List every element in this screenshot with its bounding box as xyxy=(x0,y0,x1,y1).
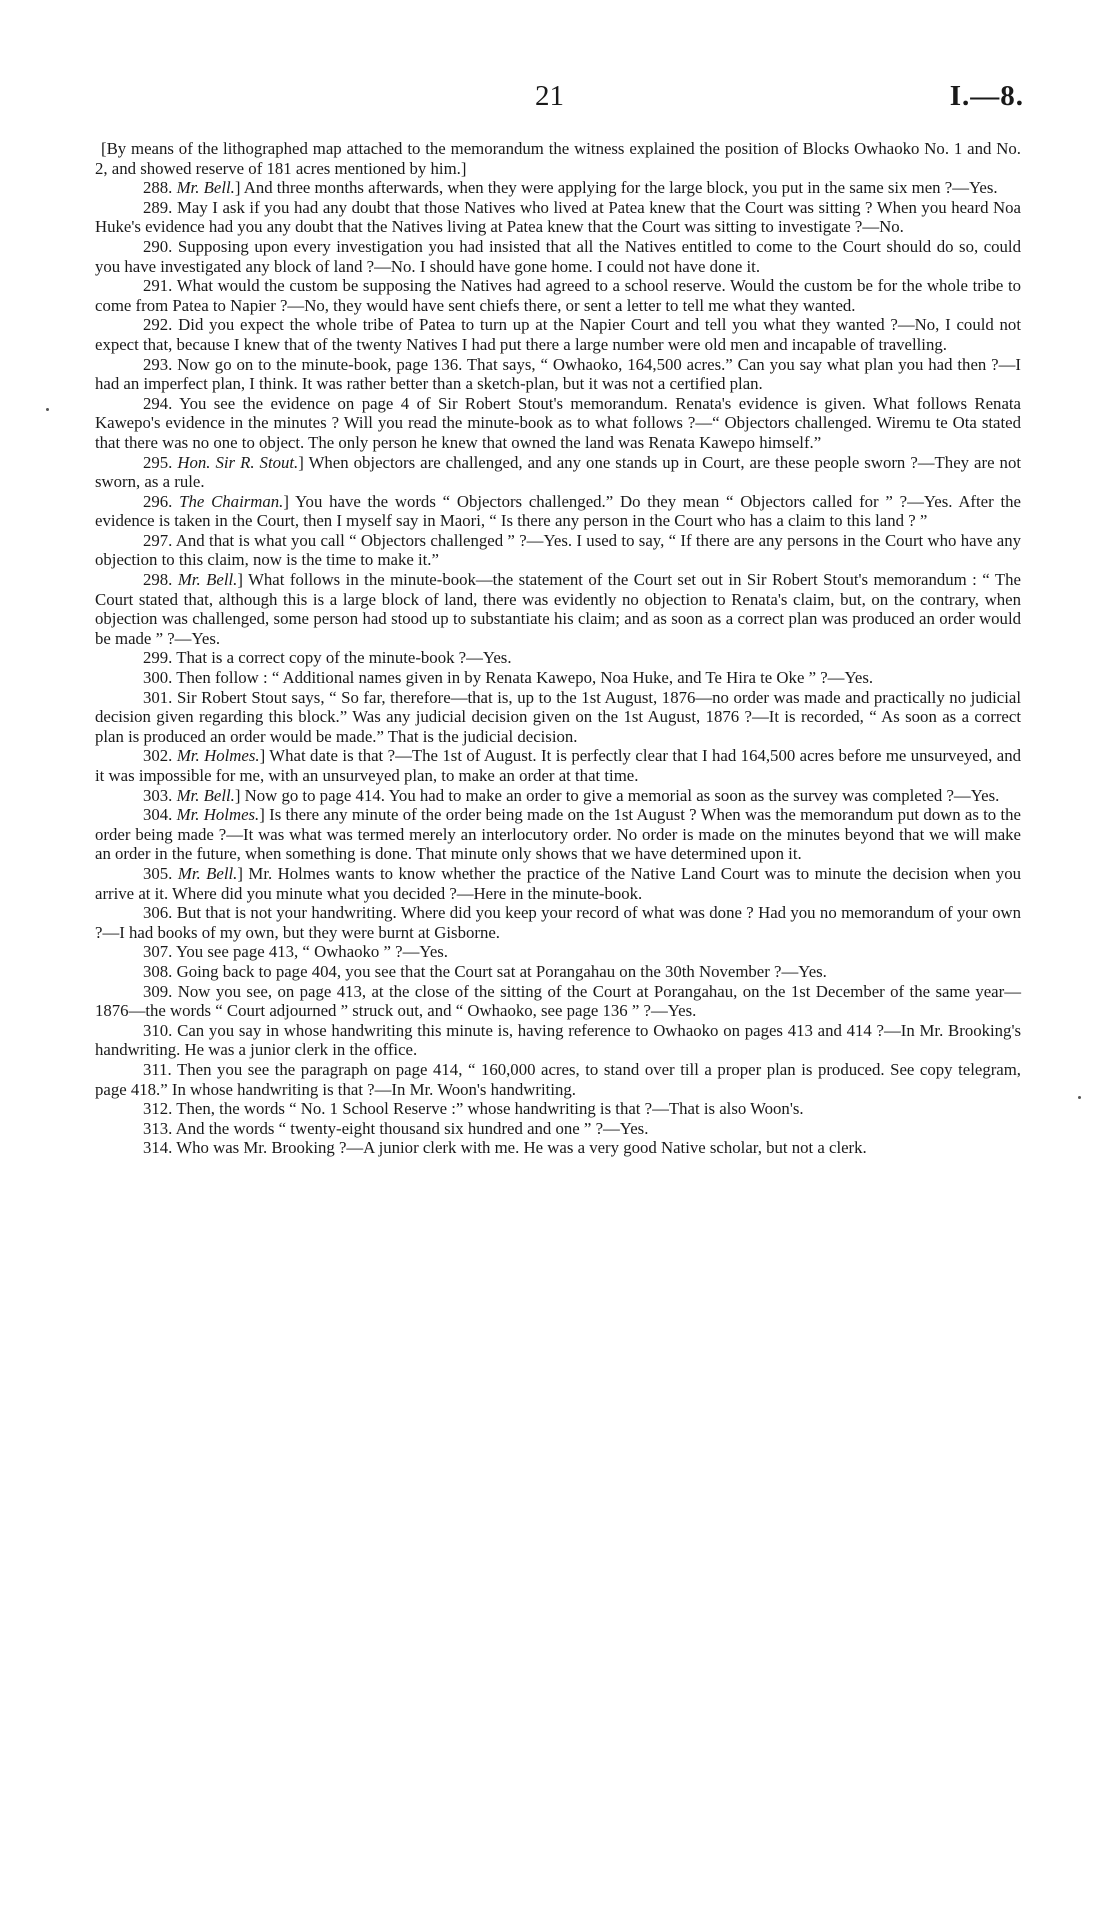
paragraph-text: You see page 413, “ Owhaoko ” ?—Yes. xyxy=(175,942,448,962)
paragraph-text: ] What date is that ?—The 1st of August. It is perfectly clear that I had 164,500 acres before me unsurveyed, and it was impossible for me, with an unsurveyed plan, to make an order at that time. xyxy=(95,746,1021,785)
paragraph xyxy=(95,746,1021,785)
paragraph xyxy=(95,786,1021,806)
paragraph xyxy=(95,1099,1021,1119)
question-number: 292. xyxy=(143,315,173,335)
margin-dot xyxy=(46,408,49,411)
paragraph xyxy=(95,394,1021,453)
paragraph-text: Supposing upon every investigation you had insisted that all the Natives entitled to come to the Court should do so, could you have investigated any block of land ?—No. I should have gone home. I could not have done it. xyxy=(95,236,1021,276)
paragraph xyxy=(95,139,1021,178)
paragraph xyxy=(95,492,1021,531)
paragraph xyxy=(95,315,1021,354)
question-number: 291. xyxy=(143,276,173,296)
question-number: 299. xyxy=(143,648,173,668)
question-number: 296. xyxy=(143,491,173,511)
question-number: 304. xyxy=(143,805,173,825)
speaker-name: Mr. Bell. xyxy=(177,570,238,590)
paragraph-text: Now you see, on page 413, at the close of the sitting of the Court at Porangahau, on the 1st December of the same year—1876—the words “ Court adjourned ” struck out, and “ Owhaoko, see page 136 ” ?—Yes. xyxy=(95,981,1021,1021)
page-header xyxy=(0,80,1114,120)
document-reference: I.—8. xyxy=(949,80,1024,112)
paragraph xyxy=(95,864,1021,903)
paragraph-text: [By means of the lithographed map attached to the memorandum the witness explained the position of Blocks Owhaoko No. 1 and No. 2, and showed reserve of 181 acres mentioned by him.] xyxy=(95,139,1021,178)
paragraph xyxy=(95,531,1021,570)
paragraph-text: Who was Mr. Brooking ?—A junior clerk with me. He was a very good Native scholar, but not a clerk. xyxy=(176,1138,867,1158)
paragraph-text: ] You have the words “ Objectors challenged.” Do they mean “ Objectors called for ” ?—Yes. After the evidence is taken in the Court, then I myself say in Maori, “ Is there any person in the Court who has a claim to this land ? ” xyxy=(95,491,1021,531)
paragraph-text: And that is what you call “ Objectors challenged ” ?—Yes. I used to say, “ If there are any persons in the Court who have any objection to this claim, now is the time to make it.” xyxy=(95,530,1021,570)
question-number: 310. xyxy=(143,1020,173,1040)
question-number: 298. xyxy=(143,570,173,590)
question-number: 289. xyxy=(143,197,173,217)
question-number: 305. xyxy=(143,863,173,883)
paragraph-text: Now go on to the minute-book, page 136. That says, “ Owhaoko, 164,500 acres.” Can you say what plan you had then ?—I had an imperfect plan, I think. It was rather better than a sketch-plan, but it was not a certified plan. xyxy=(95,354,1021,394)
paragraph xyxy=(95,805,1021,864)
speaker-name: Mr. Holmes. xyxy=(176,746,260,766)
paragraph xyxy=(95,1021,1021,1060)
speaker-name: The Chairman. xyxy=(179,491,284,511)
question-number: 293. xyxy=(143,354,173,374)
question-number: 308. xyxy=(143,961,173,981)
paragraph-text: That is a correct copy of the minute-book ?—Yes. xyxy=(176,648,512,668)
speaker-name: Mr. Bell. xyxy=(176,785,235,805)
paragraph xyxy=(95,237,1021,276)
paragraph-text: You see the evidence on page 4 of Sir Robert Stout's memorandum. Renata's evidence is given. What follows Renata Kawepo's evidence in the minutes ? Will you read the minute-book as to what follows ?—“ Objectors challenged. Wiremu te Ota stated that there was no one to object. The only person he knew that owned the land was Renata Kawepo himself.” xyxy=(95,393,1021,452)
question-number: 302. xyxy=(143,746,173,766)
question-number: 313. xyxy=(143,1118,173,1138)
paragraph-text: ] And three months afterwards, when they were applying for the large block, you put in the same six men ?—Yes. xyxy=(234,178,998,198)
question-number: 301. xyxy=(143,687,173,707)
question-number: 311. xyxy=(143,1059,172,1079)
paragraph-text: ] Now go to page 414. You had to make an order to give a memorial as soon as the survey was completed ?—Yes. xyxy=(234,785,1000,805)
speaker-name: Mr. Holmes. xyxy=(176,805,260,825)
paragraph-text: But that is not your handwriting. Where did you keep your record of what was done ? Had you no memorandum of your own ?—I had books of my own, but they were burnt at Gisborne. xyxy=(95,903,1021,942)
paragraph xyxy=(95,276,1021,315)
question-number: 314. xyxy=(143,1138,173,1158)
question-number: 294. xyxy=(143,393,173,413)
paragraph xyxy=(95,688,1021,747)
paragraph-text: Can you say in whose handwriting this minute is, having reference to Owhaoko on pages 413 and 414 ?—In Mr. Brooking's handwriting. He was a junior clerk in the office. xyxy=(95,1020,1021,1060)
paragraph xyxy=(95,982,1021,1021)
paragraph-text: Then follow : “ Additional names given in by Renata Kawepo, Noa Huke, and Te Hira te Oke ” ?—Yes. xyxy=(176,668,874,688)
paragraph-text: ] What follows in the minute-book—the statement of the Court set out in Sir Robert Stout's memorandum : “ The Court stated that, although this is a large block of land, there was evidently no objection to Renata's claim, but, on the contrary, when objection was challenged, some person had stood up to substantiate his claim; and as soon as a correct plan was produced an order would be made ” ?—Yes. xyxy=(95,570,1021,648)
paragraph xyxy=(95,942,1021,962)
page-number: 21 xyxy=(535,80,564,112)
margin-dot xyxy=(1078,1096,1081,1099)
paragraph xyxy=(95,355,1021,394)
question-number: 303. xyxy=(143,785,173,805)
paragraph-text: What would the custom be supposing the Natives had agreed to a school reserve. Would the custom be for the whole tribe to come from Patea to Napier ?—No, they would have sent chiefs there, or sent a letter to tell me what they wanted. xyxy=(95,276,1021,315)
paragraph-text: ] When objectors are challenged, and any one stands up in Court, are these people sworn ?—They are not sworn, as a rule. xyxy=(95,452,1021,492)
question-number: 295. xyxy=(143,452,173,472)
paragraph xyxy=(95,453,1021,492)
paragraph-text: Then, the words “ No. 1 School Reserve :” whose handwriting is that ?—That is also Woon's. xyxy=(176,1099,804,1119)
paragraph-text: May I ask if you had any doubt that those Natives who lived at Patea knew that the Court was sitting ? When you heard Noa Huke's evidence had you any doubt that the Natives living at Patea knew that the Court was sitting to investigate ?—No. xyxy=(95,197,1021,237)
question-number: 306. xyxy=(143,903,173,923)
question-number: 290. xyxy=(143,236,173,256)
paragraph-text: Going back to page 404, you see that the Court sat at Porangahau on the 30th November ?—Yes. xyxy=(176,961,827,981)
question-number: 309. xyxy=(143,981,173,1001)
paragraph xyxy=(95,962,1021,982)
question-number: 297. xyxy=(143,530,173,550)
question-number: 312. xyxy=(143,1099,173,1119)
paragraph xyxy=(95,1119,1021,1139)
paragraph-text: Then you see the paragraph on page 414, “ 160,000 acres, to stand over till a proper plan is produced. See copy telegram, page 418.” In whose handwriting is that ?—In Mr. Woon's handwriting. xyxy=(95,1059,1021,1099)
paragraph-text: ] Is there any minute of the order being made on the 1st August ? When was the memorandum put down as to the order being made ?—It was what was termed merely an interlocutory order. No order is made on the minutes beyond that we will make an order in the future, when something is done. That minute only shows that we have determined upon it. xyxy=(95,805,1021,864)
speaker-name: Mr. Bell. xyxy=(176,178,235,198)
speaker-name: Hon. Sir R. Stout. xyxy=(177,452,299,472)
paragraph xyxy=(95,903,1021,942)
paragraph xyxy=(95,1138,1021,1158)
document-body xyxy=(95,139,1021,1158)
paragraph-text: And the words “ twenty-eight thousand six hundred and one ” ?—Yes. xyxy=(175,1118,649,1138)
paragraph-text: Did you expect the whole tribe of Patea to turn up at the Napier Court and tell you what they wanted ?—No, I could not expect that, because I knew that of the twenty Natives I had put there a large number were old men and incapable of travelling. xyxy=(95,315,1021,354)
question-number: 288. xyxy=(143,178,173,198)
paragraph xyxy=(95,198,1021,237)
question-number: 307. xyxy=(143,942,173,962)
paragraph xyxy=(95,668,1021,688)
paragraph-text: Sir Robert Stout says, “ So far, therefore—that is, up to the 1st August, 1876—no order was made and practically no judicial decision given regarding this block.” Was any judicial decision given on the 1st August, 1876 ?—It is recorded, “ As soon as a correct plan is produced an order would be made.” That is the judicial decision. xyxy=(95,687,1022,746)
paragraph xyxy=(95,648,1021,668)
paragraph xyxy=(95,570,1021,648)
speaker-name: Mr. Bell. xyxy=(177,863,238,883)
paragraph-text: ] Mr. Holmes wants to know whether the practice of the Native Land Court was to minute the decision when you arrive at it. Where did you minute what you decided ?—Here in the minute-book. xyxy=(95,863,1021,903)
paragraph xyxy=(95,178,1021,198)
question-number: 300. xyxy=(143,668,173,688)
paragraph xyxy=(95,1060,1021,1099)
